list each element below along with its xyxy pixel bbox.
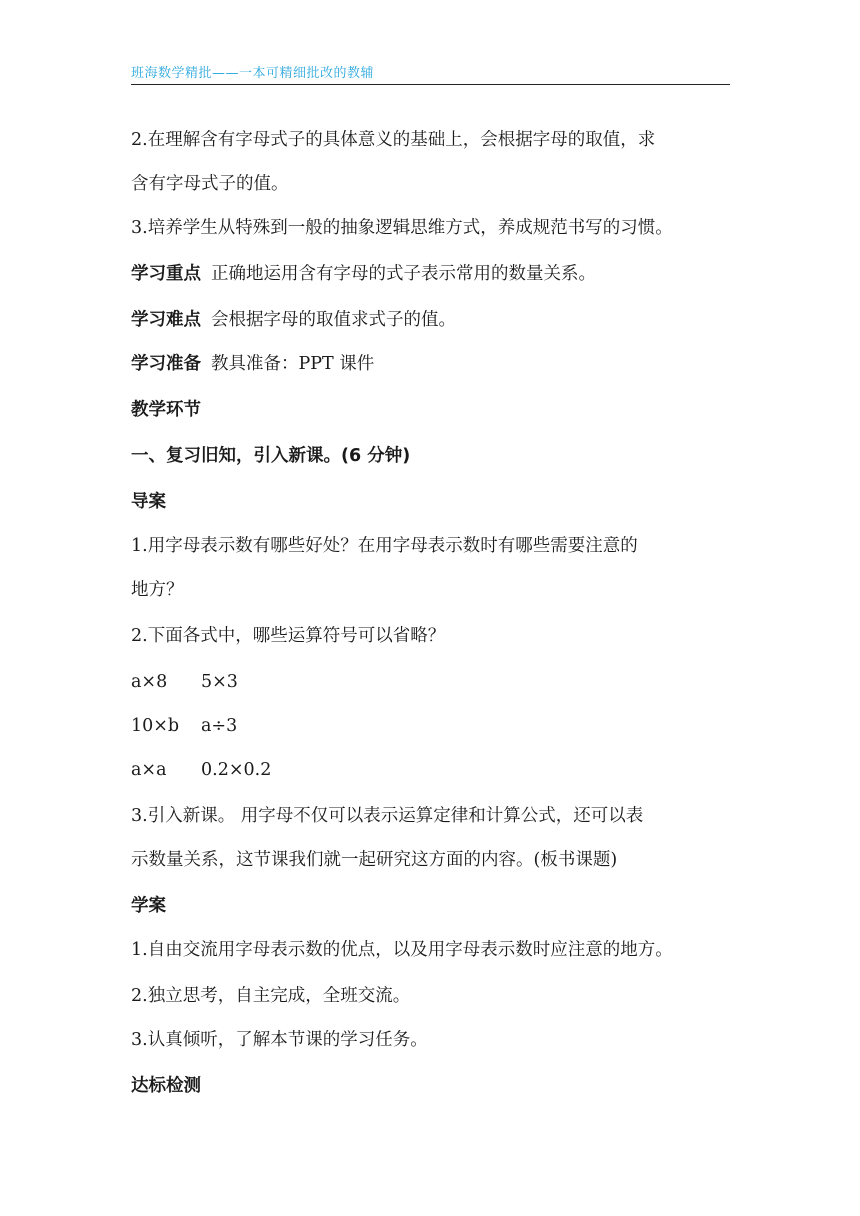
- expression-row: [131, 758, 271, 782]
- guide-item-3-line-2: 示数量关系，这节课我们就一起研究这方面的内容。(板书课题): [131, 850, 618, 870]
- expression: a÷3: [201, 716, 238, 736]
- guide-item-1-line-1: 1.用字母表示数有哪些好处？在用字母表示数时有哪些需要注意的: [131, 536, 638, 556]
- guide-heading: 导案: [131, 492, 166, 512]
- expression: a×8: [131, 672, 168, 692]
- study-item-2: 2.独立思考，自主完成，全班交流。: [131, 986, 411, 1006]
- objective-2-line-1: 2.在理解含有字母式子的具体意义的基础上，会根据字母的取值，求: [131, 130, 656, 150]
- preparation-label: 学习准备: [131, 354, 201, 374]
- key-point-row: [131, 262, 596, 286]
- expression: 0.2×0.2: [201, 760, 272, 780]
- key-point-label: 学习重点: [131, 264, 201, 284]
- guide-item-1-line-2: 地方？: [131, 580, 184, 600]
- page-header: [131, 58, 730, 85]
- preparation-text: 教具准备：PPT 课件: [211, 354, 375, 374]
- header-title: 班海数学精批——一本可精细批改的教辅: [131, 66, 375, 81]
- study-item-3: 3.认真倾听，了解本节课的学习任务。: [131, 1030, 428, 1050]
- preparation-row: [131, 352, 374, 376]
- study-heading: 学案: [131, 896, 166, 916]
- expression: 10×b: [131, 716, 180, 736]
- study-item-1: 1.自由交流用字母表示数的优点，以及用字母表示数时应注意的地方。: [131, 940, 673, 960]
- difficulty-row: [131, 308, 456, 332]
- expression: a×a: [131, 760, 167, 780]
- difficulty-text: 会根据字母的取值求式子的值。: [211, 310, 456, 330]
- key-point-text: 正确地运用含有字母的式子表示常用的数量关系。: [211, 264, 596, 284]
- section-1-heading: 一、复习旧知，引入新课。(6 分钟): [131, 446, 411, 466]
- steps-heading: 教学环节: [131, 400, 201, 420]
- difficulty-label: 学习难点: [131, 310, 201, 330]
- objective-2-line-2: 含有字母式子的值。: [131, 174, 289, 194]
- expression-row: [131, 670, 238, 694]
- guide-item-3-line-1: 3.引入新课。 用字母不仅可以表示运算定律和计算公式，还可以表: [131, 806, 644, 826]
- expression: 5×3: [201, 672, 238, 692]
- expression-row: [131, 714, 237, 738]
- check-heading: 达标检测: [131, 1076, 201, 1096]
- objective-3: 3.培养学生从特殊到一般的抽象逻辑思维方式，养成规范书写的习惯。: [131, 218, 673, 238]
- guide-item-2: 2.下面各式中，哪些运算符号可以省略？: [131, 626, 446, 646]
